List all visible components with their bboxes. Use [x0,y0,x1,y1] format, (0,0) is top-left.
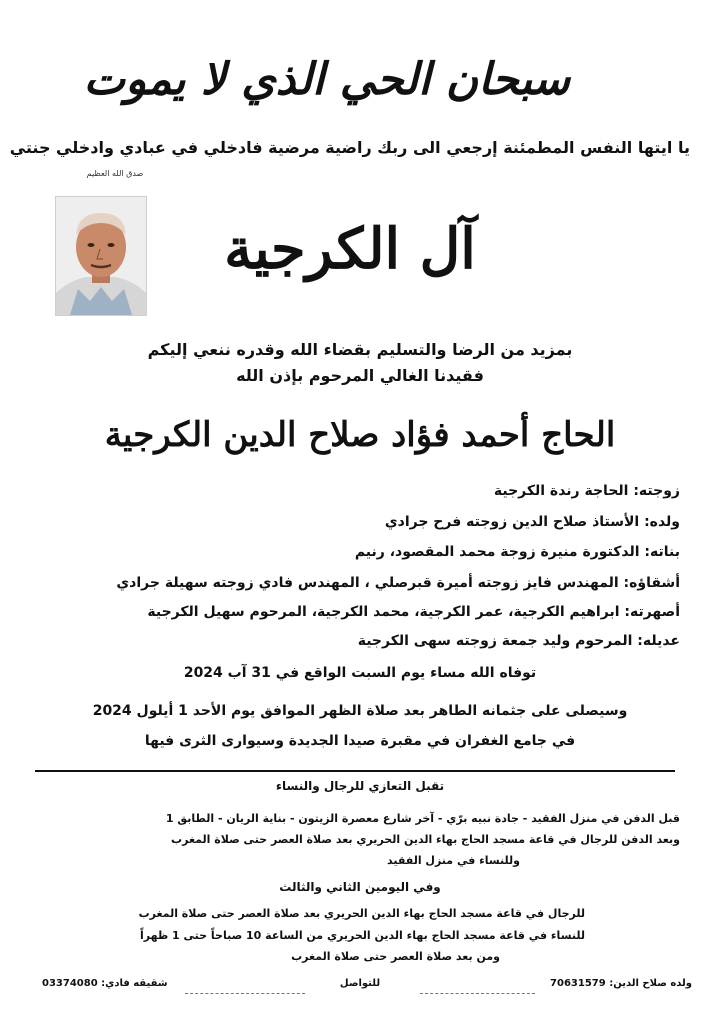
header-calligraphy: سبحان الحي الذي لا يموت [83,54,570,105]
section-divider [35,770,675,772]
son-phone: ولده صلاح الدين: 70631579 [550,978,692,989]
condolences-line-6: ومن بعد صلاة العصر حتى صلاة المغرب [291,950,500,963]
relative-son: ولده: الأستاذ صلاح الدين زوجته فرح جرادي [384,514,680,530]
portrait-image [56,197,146,315]
footer-rule-right [420,993,535,994]
condolences-title: تقبل التعازي للرجال والنساء [275,779,445,793]
condolences-line-4: للرجال في قاعة مسجد الحاج بهاء الدين الحريري بعد صلاة العصر حتى صلاة المغرب [138,907,585,920]
relative-daughters: بناته: الدكتورة منيرة زوجة محمد المقصود، رنيم [354,544,680,560]
condolences-line-3: وللنساء في منزل الفقيد [387,854,520,867]
announcement-line-1: بمزيد من الرضا والتسليم بقضاء الله وقدره ننعي إليكم [147,340,573,359]
relative-wife: زوجته: الحاجة رندة الكرجية [493,483,680,499]
relative-sons-in-law: أصهرته: ابراهيم الكرجية، عمر الكرجية، محمد الكرجية، المرحوم سهيل الكرجية [147,604,680,620]
brother-phone: شقيقه فادي: 03374080 [42,978,168,989]
verse-source: صدق الله العظيم [86,169,144,178]
condolences-days-title: وفي اليومين الثاني والثالث [279,880,441,894]
condolences-line-1: قبل الدفن في منزل الفقيد - جادة نبيه برّي - آخر شارع معصرة الزيتون - بناية الريان - الطابق 1 [165,812,680,825]
burial-location: في جامع الغفران في مقبرة صيدا الجديدة وسيوارى الثرى فيها [144,733,576,749]
death-date: توفاه الله مساء يوم السبت الواقع في 31 آب 2024 [183,665,537,681]
relative-brothers: أشقاؤه: المهندس فايز زوجته أميرة قبرصلي ، المهندس فادي زوجته سهيلة جرادي [116,575,680,591]
funeral-prayer: وسيصلى على جثمانه الطاهر بعد صلاة الظهر الموافق يوم الأحد 1 أيلول 2024 [92,703,628,719]
announcement-line-2: فقيدنا الغالي المرحوم بإذن الله [236,366,484,385]
family-name: آل الكرجية [224,216,476,282]
footer-rule-left [185,993,305,994]
condolences-line-5: للنساء في قاعة مسجد الحاج بهاء الدين الحريري من الساعة 10 صباحاً حتى 1 ظهراً [139,929,585,942]
deceased-photo [55,196,147,316]
relative-brother-in-law: عديله: المرحوم وليد جمعة زوجته سهى الكرجية [357,633,680,649]
condolences-line-2: وبعد الدفن للرجال في قاعة مسجد الحاج بهاء الدين الحريري بعد صلاة العصر حتى صلاة المغرب [171,833,680,846]
quran-verse: يا ايتها النفس المطمئنة إرجعي الى ربك راضية مرضية فادخلي في عبادي وادخلي جنتي [9,138,690,157]
deceased-name: الحاج أحمد فؤاد صلاح الدين الكرجية [104,415,616,455]
contact-label: للتواصل [339,978,381,989]
